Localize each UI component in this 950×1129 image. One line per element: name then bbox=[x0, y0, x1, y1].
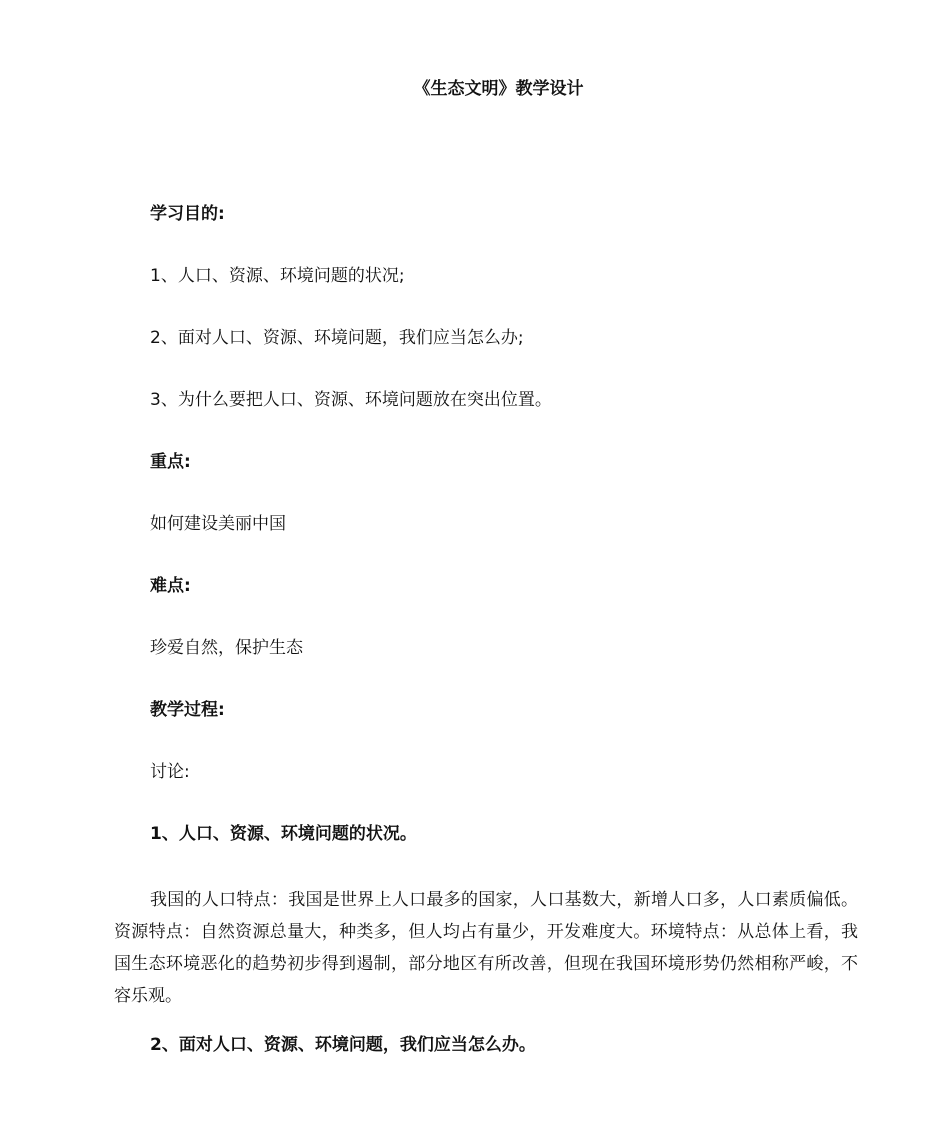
difficulty-heading: 难点: bbox=[150, 576, 191, 596]
objectives-heading: 学习目的: bbox=[150, 204, 225, 224]
key-point-heading: 重点: bbox=[150, 452, 191, 472]
discussion-label: 讨论: bbox=[150, 762, 190, 782]
section2-heading: 2、面对人口、资源、环境问题，我们应当怎么办。 bbox=[150, 1035, 536, 1055]
objective-item-1: 1、人口、资源、环境问题的状况; bbox=[150, 266, 405, 286]
section1-paragraph: 我国的人口特点：我国是世界上人口最多的国家，人口基数大，新增人口多，人口素质偏低。资源特点：自然资源总量大，种类多，但人均占有量少，开发难度大。环境特点：从总体上看，我国生态环境恶化的趋势初步得到遏制，部分地区有所改善，但现在我国环境形势仍然相称严峻，不容乐观。 bbox=[114, 890, 858, 1006]
key-point-text: 如何建设美丽中国 bbox=[150, 514, 286, 534]
objective-item-2: 2、面对人口、资源、环境问题，我们应当怎么办; bbox=[150, 328, 524, 348]
objective-item-3: 3、为什么要把人口、资源、环境问题放在突出位置。 bbox=[150, 390, 552, 410]
difficulty-text: 珍爱自然，保护生态 bbox=[150, 638, 303, 658]
document-title: 《生态文明》教学设计 bbox=[413, 79, 584, 99]
process-heading: 教学过程: bbox=[150, 700, 225, 720]
section1-heading: 1、人口、资源、环境问题的状况。 bbox=[150, 824, 417, 844]
